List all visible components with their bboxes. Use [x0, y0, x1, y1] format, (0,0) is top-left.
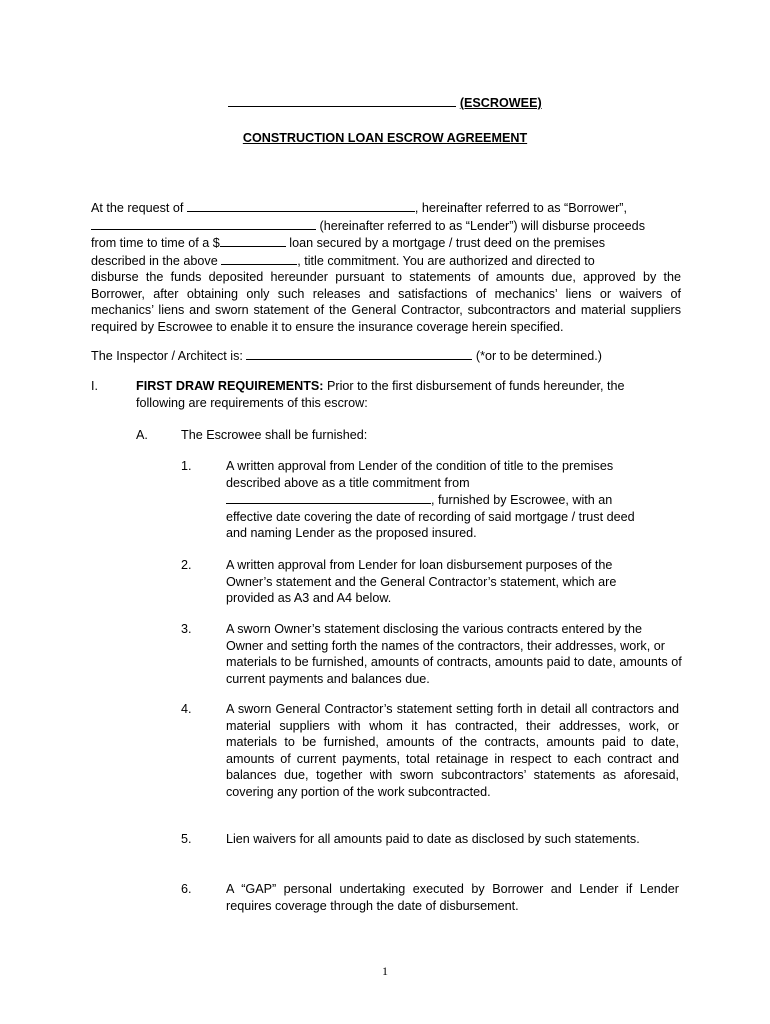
intro-text-described: described in the above: [91, 253, 218, 268]
section-first-draw: [136, 378, 681, 411]
intro-text-borrower: , hereinafter referred to as “Borrower”,: [414, 201, 627, 215]
inspector-blank[interactable]: [246, 347, 472, 360]
intro-line-2: [91, 217, 681, 235]
item-1-line-1: A written approval from Lender of the condition of title to the premises: [226, 459, 614, 473]
intro-text-amount: from time to time of a $: [91, 236, 220, 250]
item-1-line-4: effective date covering the date of recording of said mortgage / trust deed: [226, 509, 635, 524]
list-item: A sworn General Contractor’s statement setting forth in detail all contractors and material suppliers with whom it has contracted, their addresses, work, or materials to be furnished, amounts of the contracts, amounts paid to date, amounts of current payments, total retainage in respect to each contract and balances due, together with sworn subcontractors’ statements as aforesaid, covering any portion of the work subcontracted.: [226, 702, 679, 799]
item-number: 3.: [181, 622, 192, 636]
intro-text-loan: loan secured by a mortgage / trust deed on the premises: [289, 236, 606, 250]
escrowee-header: [0, 94, 770, 112]
section-text-line-2: following are requirements of this escrow:: [136, 395, 368, 410]
list-item: A sworn Owner’s statement disclosing the various contracts entered by the Owner and setting forth the names of the contractors, their addresses, work, or materials to be furnished, amounts of contracts, amounts paid to date, amounts of current payments and balances due.: [226, 622, 682, 686]
lender-blank[interactable]: [91, 217, 316, 230]
item-1-furnished: , furnished by Escrowee, with an: [431, 493, 613, 507]
escrowee-blank[interactable]: [228, 94, 456, 107]
intro-body: disburse the funds deposited hereunder pursuant to statements of amounts due, approved by the Borrower, after obtaining only such releases and satisfactions of mechanics’ liens or waivers of mechanics’ liens and sworn statement of the General Contractor, subcontractors and material suppliers required by Escrowee to enable it to ensure the insurance coverage herein specified.: [91, 270, 681, 334]
intro-line-4: [91, 252, 681, 270]
section-number: I.: [91, 379, 98, 393]
item-1-line-5: and naming Lender as the proposed insured.: [226, 526, 477, 540]
borrower-blank[interactable]: [187, 199, 415, 212]
item-number: 6.: [181, 882, 192, 896]
intro-paragraph: [91, 199, 681, 335]
item-number: 4.: [181, 702, 192, 716]
list-item: Lien waivers for all amounts paid to date as disclosed by such statements.: [226, 832, 640, 846]
subsection-text: The Escrowee shall be furnished:: [181, 428, 368, 442]
intro-line-1: [91, 199, 681, 217]
item-number: 5.: [181, 832, 192, 846]
list-item: [226, 458, 682, 542]
intro-line-3: [91, 234, 681, 252]
section-text-line-1: Prior to the first disbursement of funds hereunder, the: [327, 379, 625, 393]
commitment-blank[interactable]: [221, 252, 297, 265]
page-number: 1: [382, 964, 388, 978]
list-item: A written approval from Lender for loan disbursement purposes of the Owner’s statement and the General Contractor’s statement, which are provided as A3 and A4 below.: [226, 558, 617, 605]
intro-text-request: At the request of: [91, 201, 184, 215]
inspector-line: [91, 347, 681, 365]
section-heading: FIRST DRAW REQUIREMENTS:: [136, 379, 324, 393]
subsection-label: A.: [136, 428, 148, 442]
escrowee-label: (ESCROWEE): [459, 96, 542, 110]
document-title: CONSTRUCTION LOAN ESCROW AGREEMENT: [242, 131, 528, 145]
title-company-blank[interactable]: [226, 491, 431, 504]
inspector-label: The Inspector / Architect is:: [91, 349, 243, 363]
inspector-note: (*or to be determined.): [475, 349, 602, 363]
item-number: 1.: [181, 459, 192, 473]
item-number: 2.: [181, 558, 192, 572]
list-item: A “GAP” personal undertaking executed by Borrower and Lender if Lender requires coverage through the date of disbursement.: [226, 882, 679, 913]
intro-text-commitment: , title commitment. You are authorized and directed to: [297, 253, 595, 268]
item-1-line-3: [226, 491, 682, 509]
intro-text-lender: (hereinafter referred to as “Lender”) will disburse proceeds: [319, 218, 645, 233]
loan-amount-blank[interactable]: [220, 234, 286, 247]
item-1-line-2: described above as a title commitment from: [226, 475, 470, 490]
